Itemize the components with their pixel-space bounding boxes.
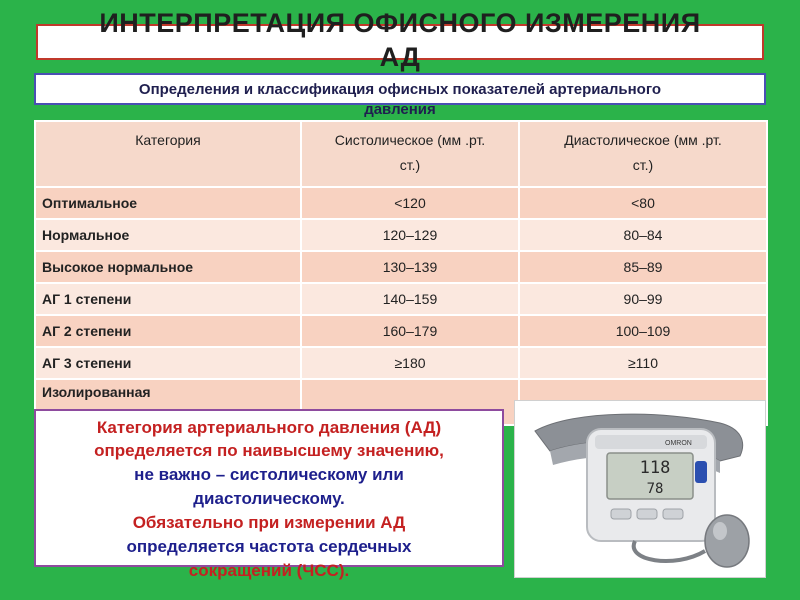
table-row (35, 187, 767, 219)
cell-systolic: <120 (301, 187, 519, 219)
memory-button (611, 509, 631, 519)
cell-systolic: 130–139 (301, 251, 519, 283)
cell-category: АГ 2 степени (35, 315, 301, 347)
cell-diastolic: 100–109 (519, 315, 767, 347)
table-row (35, 347, 767, 379)
note-line: определяется по наивысшему значению, (94, 441, 444, 460)
note-line: не важно – систолическому или (134, 465, 404, 484)
note-line: диастолическому. (193, 489, 345, 508)
cell-category: АГ 3 степени (35, 347, 301, 379)
cell-diastolic: 85–89 (519, 251, 767, 283)
header-diastolic: Диастолическое (мм .рт. ст.) (519, 121, 767, 187)
set-button (637, 509, 657, 519)
start-button (695, 461, 707, 483)
cell-category: Высокое нормальное (35, 251, 301, 283)
table-row (35, 283, 767, 315)
cell-category: Оптимальное (35, 187, 301, 219)
pump-bulb (705, 515, 749, 567)
cell-systolic: ≥180 (301, 347, 519, 379)
cell-systolic: 160–179 (301, 315, 519, 347)
subtitle (34, 79, 766, 121)
header-category: Категория (35, 121, 301, 187)
device-photo-frame (514, 400, 766, 578)
note-line: Обязательно при измерении АД (132, 513, 406, 532)
brand-label: OMRON (665, 440, 692, 447)
cell-systolic: 140–159 (301, 283, 519, 315)
subtitle-line-1: Определения и классификация офисных показателей артериального (138, 81, 662, 98)
lcd-systolic: 118 (639, 458, 671, 478)
cell-diastolic: 80–84 (519, 219, 767, 251)
table-row (35, 251, 767, 283)
title-line-2: АД (379, 42, 421, 72)
cell-diastolic: 90–99 (519, 283, 767, 315)
mode-button (663, 509, 683, 519)
note-line: сокращений (ЧСС). (188, 561, 350, 580)
page-title (36, 6, 764, 74)
cell-systolic: 120–129 (301, 219, 519, 251)
note-line: определяется частота сердечных (126, 537, 412, 556)
table-row (35, 315, 767, 347)
lcd-diastolic: 78 (646, 481, 664, 497)
cell-category: Изолированная (35, 379, 301, 425)
cell-category: Нормальное (35, 219, 301, 251)
title-line-1: ИНТЕРПРЕТАЦИЯ ОФИСНОГО ИЗМЕРЕНИЯ (99, 8, 701, 38)
bp-classification-table (34, 120, 768, 426)
bulb-highlight (713, 522, 727, 540)
table-row (35, 219, 767, 251)
cell-diastolic: <80 (519, 187, 767, 219)
blood-pressure-monitor-icon (515, 401, 765, 577)
subtitle-line-2: давления (364, 101, 436, 118)
cell-category: АГ 1 степени (35, 283, 301, 315)
note-line: Категория артериального давления (АД) (96, 418, 442, 437)
air-tube (634, 541, 705, 561)
cell-diastolic: ≥110 (519, 347, 767, 379)
header-systolic: Систолическое (мм .рт. ст.) (301, 121, 519, 187)
table-header-row (35, 121, 767, 187)
